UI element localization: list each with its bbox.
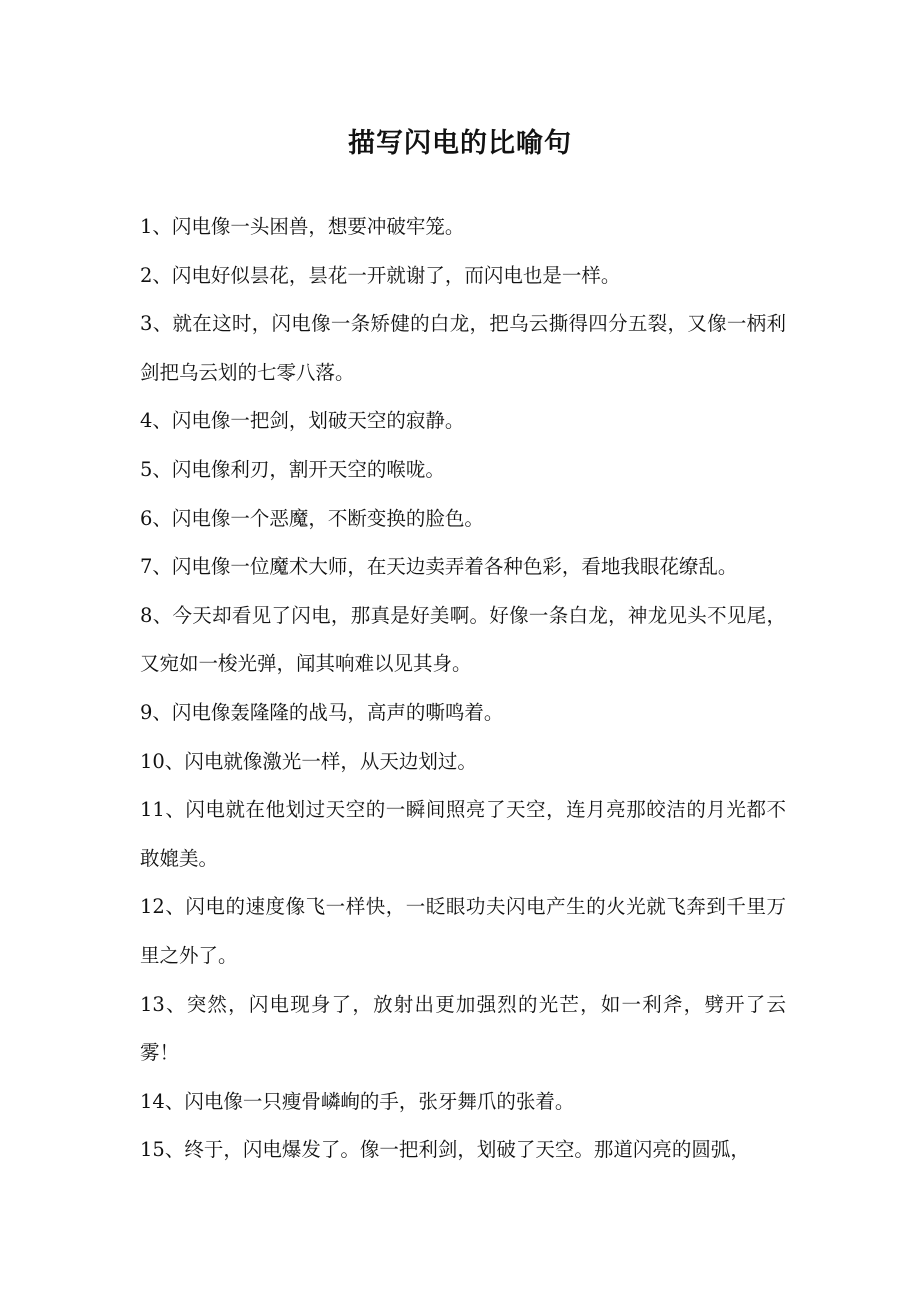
list-item: 14、闪电像一只瘦骨嶙峋的手，张牙舞爪的张着。: [140, 1089, 575, 1113]
list-item: 4、闪电像一把剑，划破天空的寂静。: [140, 409, 465, 433]
list-item: 7、闪电像一位魔术大师，在天边卖弄着各种色彩，看地我眼花缭乱。: [140, 555, 738, 579]
list-item: 15、终于，闪电爆发了。像一把利剑，划破了天空。那道闪亮的圆弧，: [140, 1138, 750, 1162]
document-title: 描写闪电的比喻句: [348, 128, 572, 159]
list-item: 5、闪电像利刃，割开天空的喉咙。: [140, 457, 445, 481]
list-item: 8、今天却看见了闪电，那真是好美啊。好像一条白龙，神龙见头不见尾，又宛如一梭光弹，闻其响难以见其身。: [140, 603, 786, 676]
document-body: [140, 203, 786, 1175]
list-item: 9、闪电像轰隆隆的战马，高声的嘶鸣着。: [140, 700, 504, 724]
list-item: 13、突然，闪电现身了，放射出更加强烈的光芒，如一利斧，劈开了云雾！: [140, 992, 786, 1065]
list-item: 10、闪电就像激光一样，从天边划过。: [140, 749, 477, 773]
list-item: 6、闪电像一个恶魔，不断变换的脸色。: [140, 506, 484, 530]
list-item: 3、就在这时，闪电像一条矫健的白龙，把乌云撕得四分五裂，又像一柄利剑把乌云划的七零八落。: [140, 312, 786, 384]
list-item: 11、闪电就在他划过天空的一瞬间照亮了天空，连月亮那皎洁的月光都不敢媲美。: [140, 798, 786, 870]
list-item: 1、闪电像一头困兽，想要冲破牢笼。: [140, 215, 465, 238]
list-item: 2、闪电好似昙花，昙花一开就谢了，而闪电也是一样。: [140, 263, 621, 287]
list-item: 12、闪电的速度像飞一样快，一眨眼功夫闪电产生的火光就飞奔到千里万里之外了。: [140, 895, 786, 967]
